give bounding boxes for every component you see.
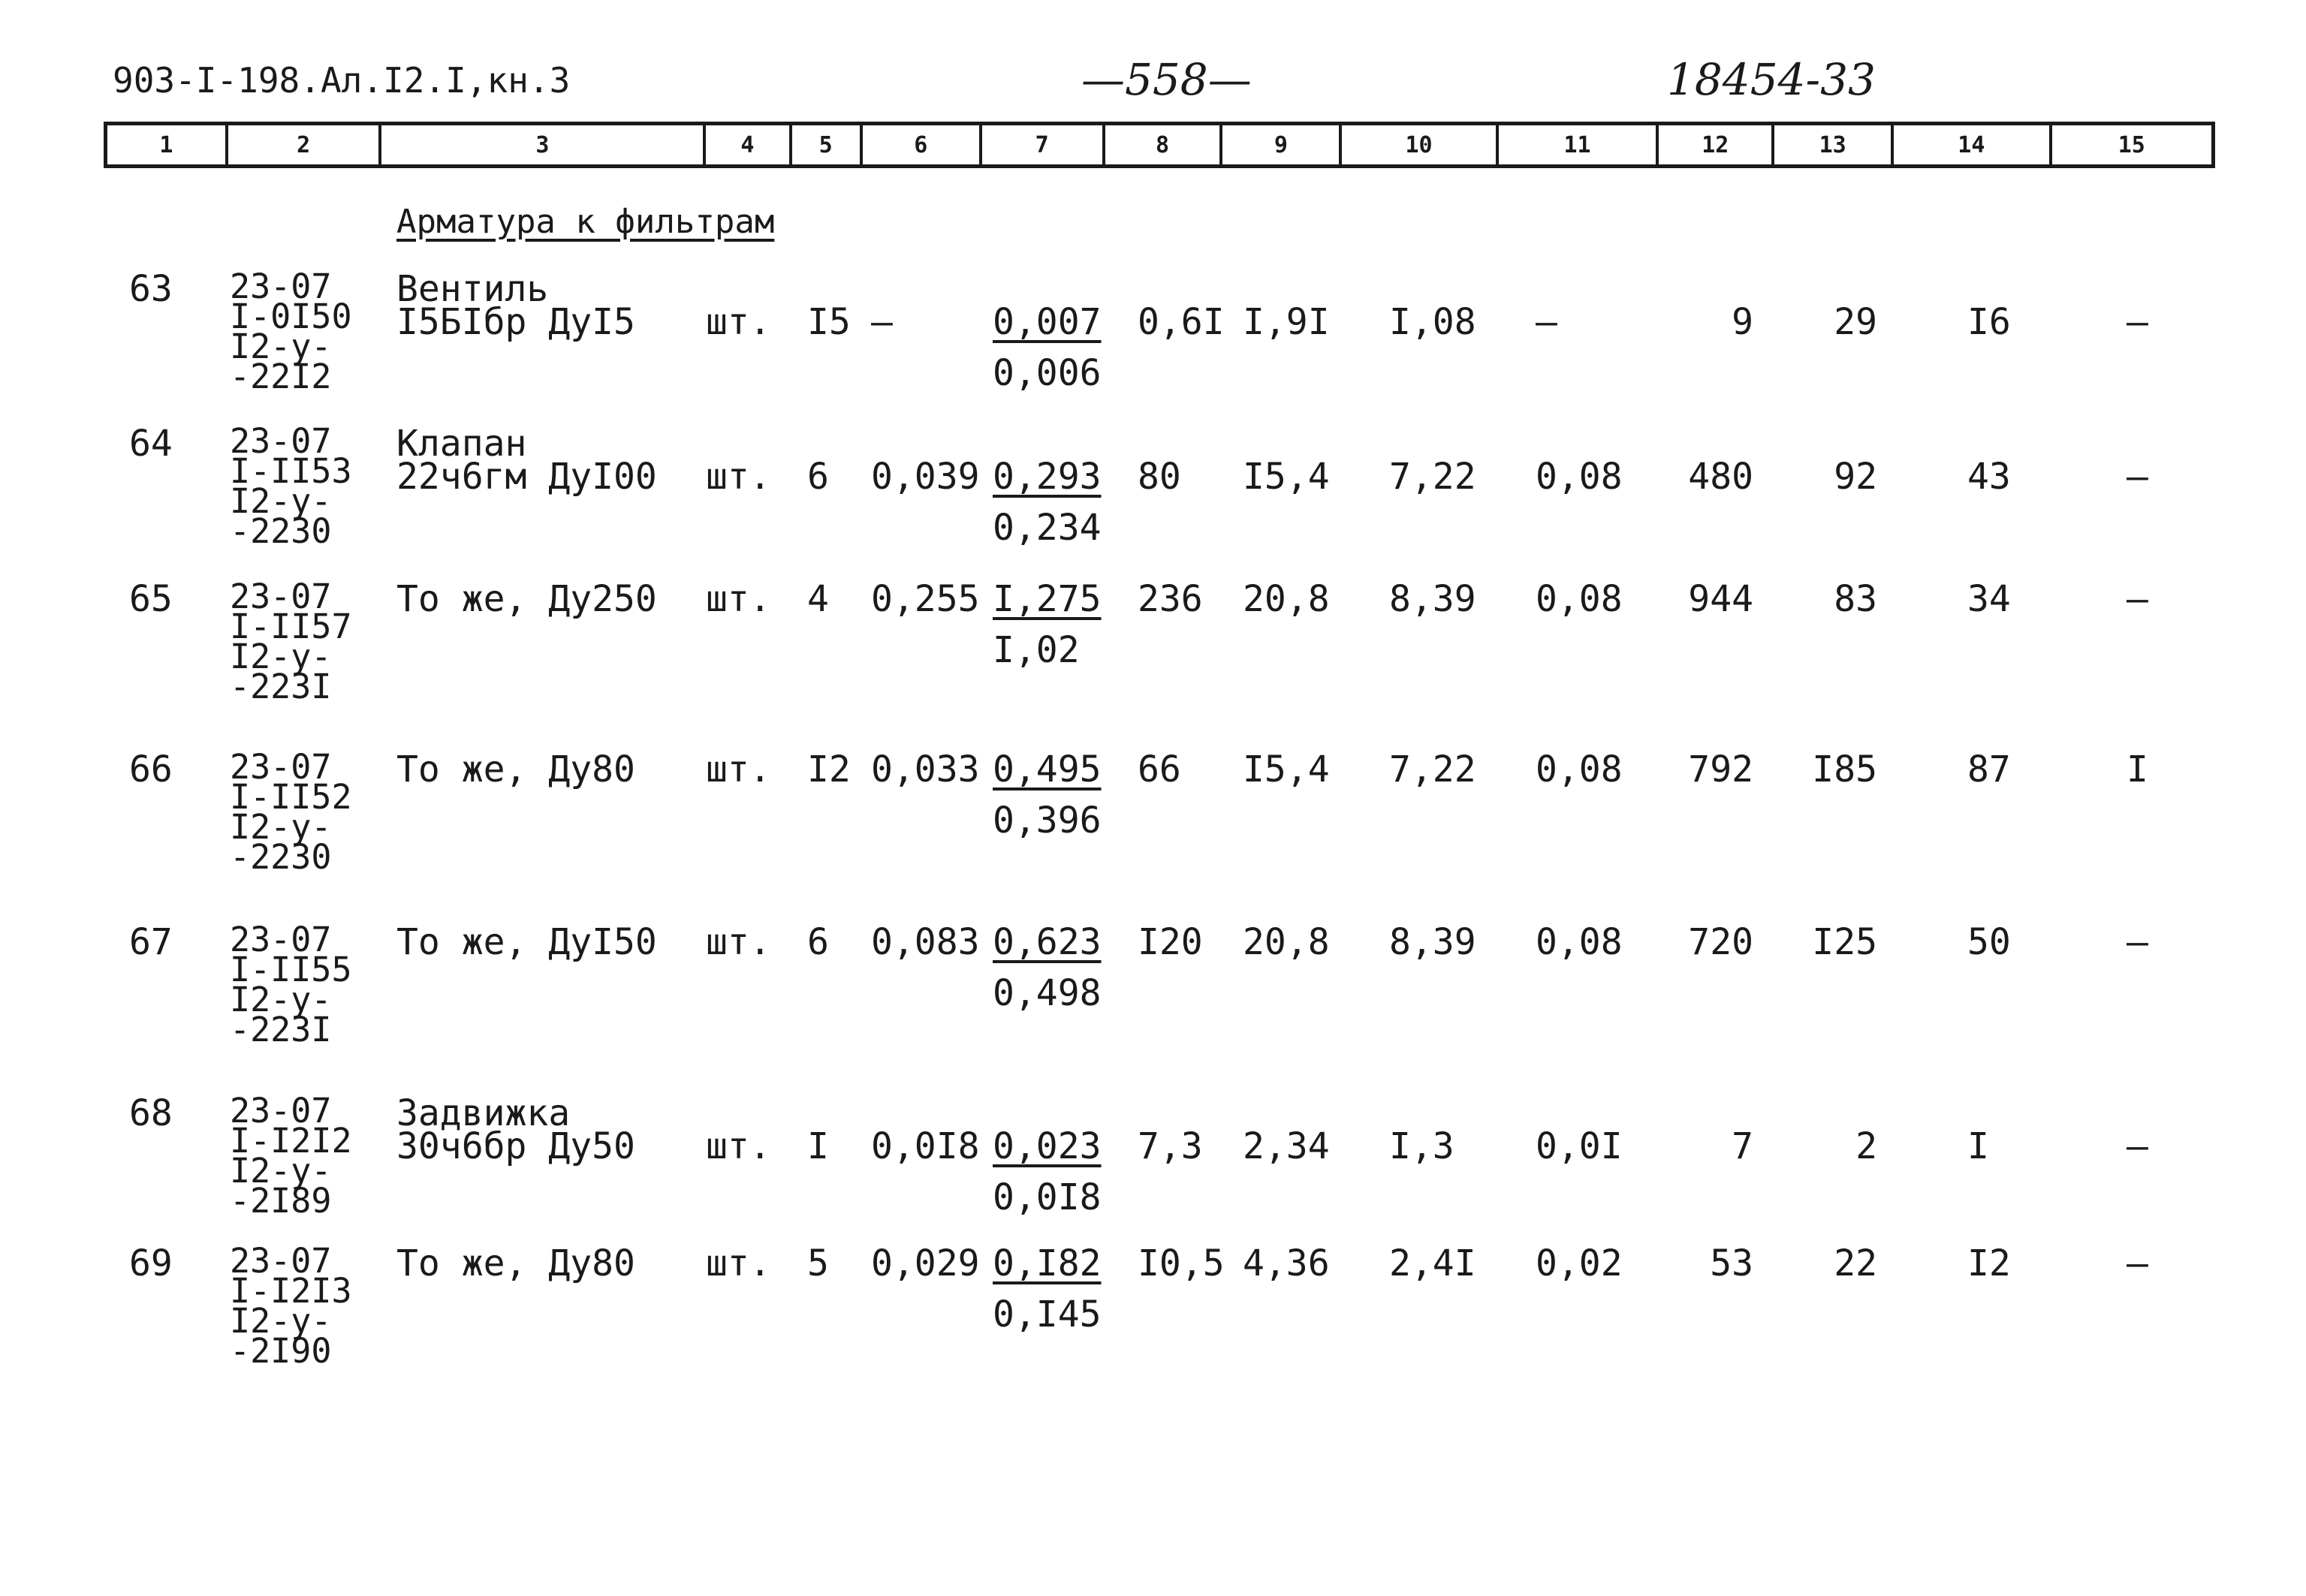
item-code-line: 23-07	[230, 1241, 332, 1281]
col11-value: –	[1536, 301, 1557, 343]
col14-value: 50	[1967, 921, 2011, 963]
col10-value: 7,22	[1389, 748, 1476, 790]
item-code-line: -22I2	[230, 357, 332, 396]
col13-value: I25	[1812, 921, 1877, 963]
col15-value: –	[2127, 1242, 2148, 1284]
row-number: 63	[129, 268, 173, 310]
row-number: 69	[129, 1242, 173, 1284]
item-code-line: 23-07	[230, 421, 332, 461]
col7-bottom-value: 0,498	[993, 972, 1102, 1014]
item-code-line: 23-07	[230, 747, 332, 787]
col5-value: 6	[807, 456, 829, 498]
column-header-2: 2	[228, 125, 382, 164]
col8-value: 66	[1138, 748, 1181, 790]
item-code-line: I-II57	[230, 607, 352, 646]
col7-bottom-value: 0,I45	[993, 1293, 1102, 1336]
column-header-10: 10	[1342, 125, 1499, 164]
col12-value: 9	[1732, 301, 1753, 343]
col6-value: 0,083	[871, 921, 980, 963]
col14-value: 43	[1967, 456, 2011, 498]
item-code-line: I-I2I2	[230, 1121, 352, 1161]
item-code-line: I-II55	[230, 950, 352, 989]
col11-value: 0,08	[1536, 748, 1623, 790]
col13-value: 83	[1834, 578, 1877, 620]
item-code-line: 23-07	[230, 1091, 332, 1131]
col13-value: 2	[1855, 1125, 1877, 1167]
col5-value: I5	[807, 301, 851, 343]
item-code-line: I2-у-	[230, 481, 332, 521]
item-name-line: То же, ДуI50	[396, 921, 657, 963]
col8-value: I0,5	[1138, 1242, 1225, 1284]
column-header-9: 9	[1222, 125, 1342, 164]
section-title: Арматура к фильтрам	[396, 203, 775, 241]
item-code-line: I-0I50	[230, 297, 352, 336]
item-code-line: I2-у-	[230, 637, 332, 676]
col5-value: 6	[807, 921, 829, 963]
column-header-7: 7	[982, 125, 1105, 164]
item-code-line: -223I	[230, 667, 332, 706]
column-header-8: 8	[1105, 125, 1223, 164]
column-header-13: 13	[1774, 125, 1894, 164]
col7-top-value: 0,023	[993, 1125, 1102, 1167]
item-code-line: 23-07	[230, 920, 332, 959]
col7-bottom-value: 0,006	[993, 352, 1102, 394]
item-code-line: -2I89	[230, 1181, 332, 1221]
col7-top-value: 0,293	[993, 456, 1102, 498]
col7-bottom-value: I,02	[993, 629, 1080, 671]
col8-value: 80	[1138, 456, 1181, 498]
col10-value: 2,4I	[1389, 1242, 1476, 1284]
unit: шт.	[706, 456, 771, 498]
item-name-line: 30ч6бр Ду50	[396, 1125, 635, 1167]
col9-value: I5,4	[1243, 748, 1330, 790]
col13-value: 92	[1834, 456, 1877, 498]
unit: шт.	[706, 1125, 771, 1167]
row-number: 67	[129, 921, 173, 963]
item-code-line: I2-у-	[230, 327, 332, 366]
item-name-line: Задвижка	[396, 1092, 571, 1134]
item-code-line: I2-у-	[230, 1151, 332, 1191]
col15-value: I	[2127, 748, 2148, 790]
item-code-line: I-II53	[230, 451, 352, 491]
col14-value: I2	[1967, 1242, 2011, 1284]
col9-value: 20,8	[1243, 921, 1330, 963]
column-header-11: 11	[1499, 125, 1659, 164]
col9-value: I,9I	[1243, 301, 1330, 343]
item-name-line: I5БIбр ДуI5	[396, 301, 635, 343]
item-name-line: То же, Ду80	[396, 1242, 635, 1284]
row-number: 65	[129, 578, 173, 620]
col7-top-value: 0,007	[993, 301, 1102, 343]
col5-value: I2	[807, 748, 851, 790]
item-name-line: То же, Ду250	[396, 578, 657, 620]
row-number: 64	[129, 423, 173, 465]
col9-value: I5,4	[1243, 456, 1330, 498]
item-code-line: -2230	[230, 837, 332, 877]
col13-value: 29	[1834, 301, 1877, 343]
col13-value: 22	[1834, 1242, 1877, 1284]
col14-value: I	[1967, 1125, 1989, 1167]
unit: шт.	[706, 748, 771, 790]
col7-top-value: 0,I82	[993, 1242, 1102, 1284]
row-number: 66	[129, 748, 173, 790]
col15-value: –	[2127, 301, 2148, 343]
col5-value: 4	[807, 578, 829, 620]
column-header-5: 5	[792, 125, 863, 164]
col12-value: 7	[1732, 1125, 1753, 1167]
col5-value: I	[807, 1125, 829, 1167]
col10-value: 8,39	[1389, 921, 1476, 963]
col11-value: 0,0I	[1536, 1125, 1623, 1167]
col8-value: 0,6I	[1138, 301, 1225, 343]
col6-value: 0,029	[871, 1242, 980, 1284]
col7-top-value: 0,495	[993, 748, 1102, 790]
col14-value: 34	[1967, 578, 2011, 620]
col11-value: 0,08	[1536, 921, 1623, 963]
unit: шт.	[706, 301, 771, 343]
col10-value: 8,39	[1389, 578, 1476, 620]
item-code-line: -2I90	[230, 1331, 332, 1371]
item-code-line: I2-у-	[230, 807, 332, 847]
item-code-line: I2-у-	[230, 1301, 332, 1341]
col12-value: 53	[1710, 1242, 1753, 1284]
column-header-4: 4	[706, 125, 791, 164]
col15-value: –	[2127, 921, 2148, 963]
column-header-15: 15	[2118, 131, 2145, 158]
col10-value: I,3	[1389, 1125, 1454, 1167]
col10-value: 7,22	[1389, 456, 1476, 498]
column-header-1: 1	[107, 125, 228, 164]
col15-value: –	[2127, 1125, 2148, 1167]
document-reference: 903-I-198.Ал.I2.I,кн.3	[113, 60, 571, 101]
column-header-6: 6	[863, 125, 982, 164]
col13-value: I85	[1812, 748, 1877, 790]
col7-top-value: I,275	[993, 578, 1102, 620]
item-code-line: 23-07	[230, 267, 332, 306]
col11-value: 0,08	[1536, 456, 1623, 498]
unit: шт.	[706, 1242, 771, 1284]
col5-value: 5	[807, 1242, 829, 1284]
item-code-line: -2230	[230, 511, 332, 551]
col6-value: 0,255	[871, 578, 980, 620]
item-name-line: Вентиль	[396, 268, 549, 310]
col7-bottom-value: 0,0I8	[993, 1176, 1102, 1218]
col6-value: 0,033	[871, 748, 980, 790]
col11-value: 0,08	[1536, 578, 1623, 620]
col12-value: 792	[1688, 748, 1753, 790]
col9-value: 2,34	[1243, 1125, 1330, 1167]
unit: шт.	[706, 578, 771, 620]
item-code-line: I-I2I3	[230, 1271, 352, 1311]
col8-value: 7,3	[1138, 1125, 1203, 1167]
item-code-line: I2-у-	[230, 980, 332, 1019]
column-header-3: 3	[381, 125, 706, 164]
col7-top-value: 0,623	[993, 921, 1102, 963]
col14-value: 87	[1967, 748, 2011, 790]
item-name-line: 22ч6гм ДуI00	[396, 456, 657, 498]
col8-value: I20	[1138, 921, 1203, 963]
col11-value: 0,02	[1536, 1242, 1623, 1284]
col7-bottom-value: 0,234	[993, 507, 1102, 549]
col12-value: 720	[1688, 921, 1753, 963]
col15-value: –	[2127, 578, 2148, 620]
page-number: —558—	[1081, 54, 1252, 105]
col9-value: 20,8	[1243, 578, 1330, 620]
item-code-line: -223I	[230, 1010, 332, 1049]
col6-value: 0,0I8	[871, 1125, 980, 1167]
col8-value: 236	[1138, 578, 1203, 620]
col7-bottom-value: 0,396	[993, 800, 1102, 842]
item-name-line: Клапан	[396, 423, 527, 465]
item-name-line: То же, Ду80	[396, 748, 635, 790]
col12-value: 480	[1688, 456, 1753, 498]
sheet-code: 18454-33	[1667, 54, 1876, 105]
item-code-line: I-II52	[230, 777, 352, 817]
col9-value: 4,36	[1243, 1242, 1330, 1284]
col6-value: –	[871, 301, 893, 343]
item-code-line: 23-07	[230, 577, 332, 616]
col15-value: –	[2127, 456, 2148, 498]
col12-value: 944	[1688, 578, 1753, 620]
row-number: 68	[129, 1092, 173, 1134]
col6-value: 0,039	[871, 456, 980, 498]
col10-value: I,08	[1389, 301, 1476, 343]
column-number-header	[104, 122, 2215, 168]
column-header-12: 12	[1659, 125, 1774, 164]
column-header-14: 14	[1894, 125, 2052, 164]
col14-value: I6	[1967, 301, 2011, 343]
unit: шт.	[706, 921, 771, 963]
